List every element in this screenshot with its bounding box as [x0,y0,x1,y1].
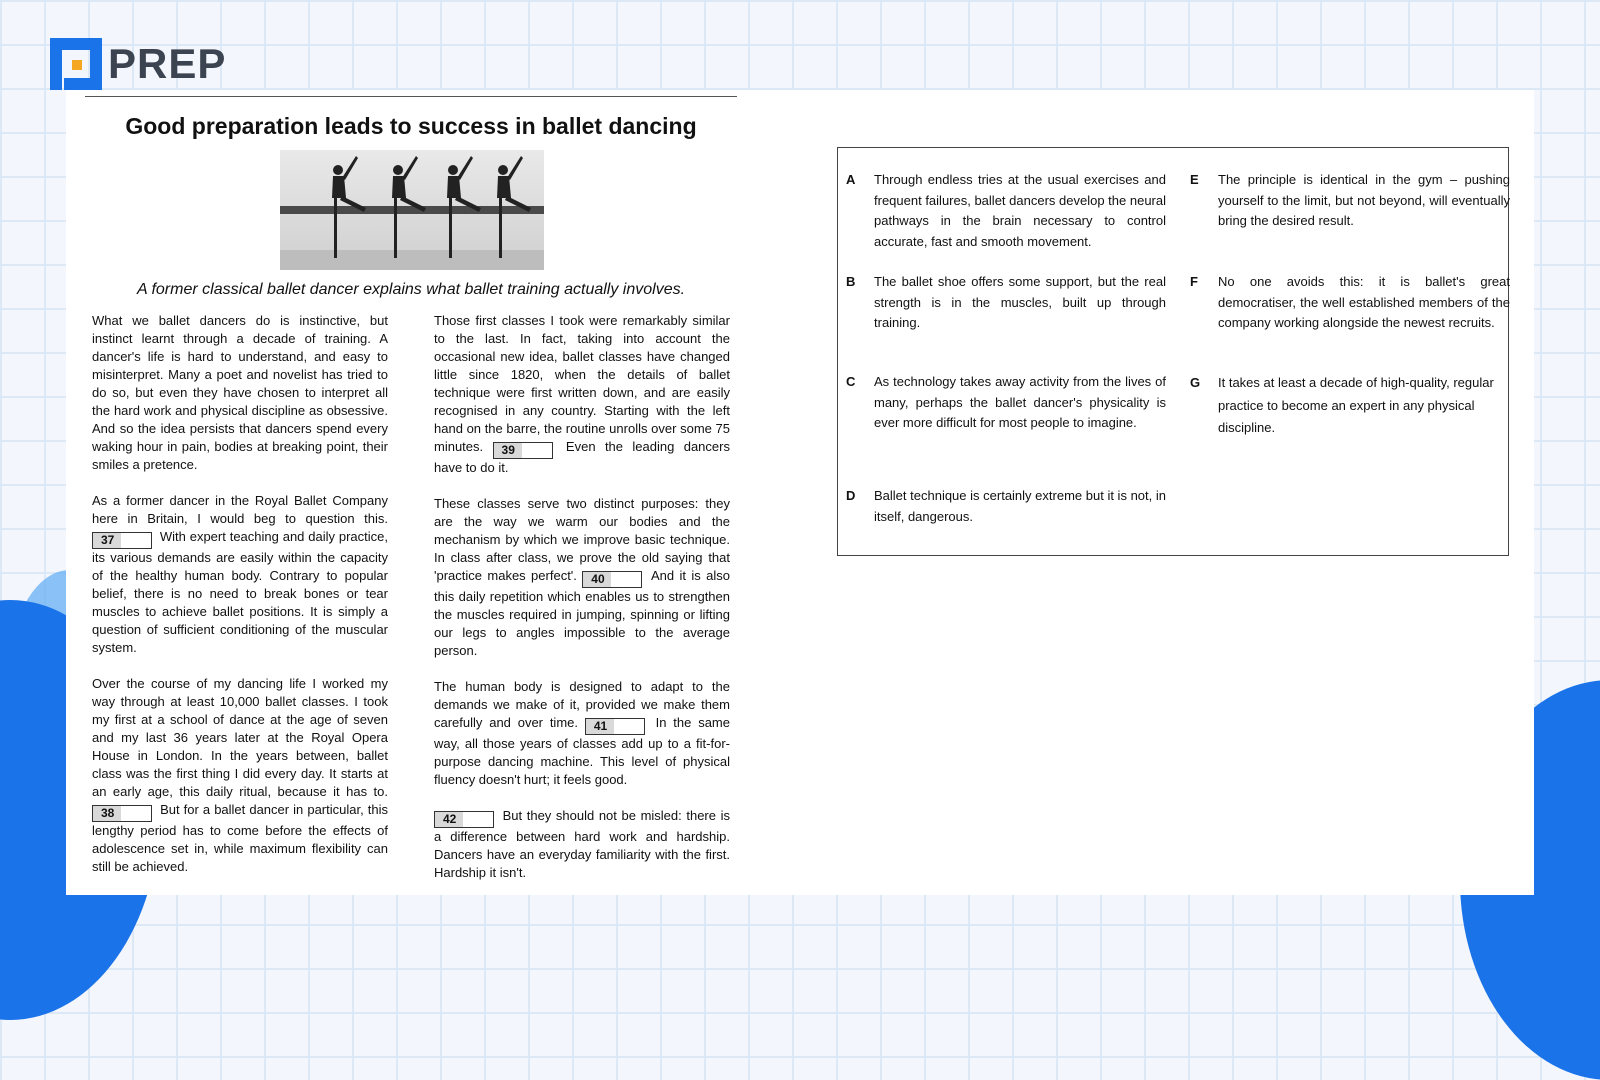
option-text: No one avoids this: it is ballet's great democratiser, the well established members of the company working alongside the newest recruits. [1218,274,1510,330]
option-text: The ballet shoe offers some support, but the real strength is in the muscles, built up through training. [874,274,1166,330]
paragraph: The human body is designed to adapt to the demands we make of it, provided we make them carefully and over time. 41 In the same way, all those years of classes add up to a fit-for-purpose dancing machine. This level of physical fluency doesn't hurt; it feels good. [434,679,730,787]
option-text: Ballet technique is certainly extreme but it is not, in itself, dangerous. [874,488,1166,524]
option-letter: B [846,274,856,289]
brand-logo[interactable] [50,38,226,90]
gap-42-box[interactable]: 42 [434,811,494,828]
prep-logo-icon [50,38,102,90]
paragraph: 42 But they should not be misled: there is a difference between hard work and hardship. Dancers have an everyday familiarity with the first. Hardship it isn't. [434,808,730,880]
paragraph: Those first classes I took were remarkably similar to the last. In fact, taking into account the occasional new idea, ballet classes have changed little since 1820, when the details of ballet technique were first written down, and are easily recognised in any country. Starting with the left hand on the barre, the routine unrolls over some 75 minutes. 39 Even the leading dancers have to do it. [434,313,730,475]
option-letter: D [846,488,856,503]
option-e[interactable] [1190,170,1510,232]
gap-40-box[interactable]: 40 [582,571,642,588]
option-f[interactable] [1190,272,1510,334]
option-a[interactable] [846,170,1166,252]
option-letter: C [846,374,856,389]
brand-name: PREP [108,40,227,87]
option-d[interactable] [846,486,1166,527]
option-text: It takes at least a decade of high-quality, regular practice to become an expert in any physical discipline. [1218,375,1494,435]
paragraph: Over the course of my dancing life I worked my way through at least 10,000 ballet classes. I took my first at a school of dance at the age of seven and my last 36 years later at the Royal Opera House in London. In the years between, ballet class was the first thing I did every day. It starts at an early age, this daily ritual, because it has to. 38 But for a ballet dancer in particular, this lengthy period has to come before the effects of adolescence set in, while maximum flexibility can still be achieved. [92,676,388,874]
option-letter: A [846,172,856,187]
article-subtitle: A former classical ballet dancer explains what ballet training actually involves. [136,281,686,298]
option-text: As technology takes away activity from the lives of many, perhaps the ballet dancer's physicality is ever more difficult for most people to imagine. [874,374,1166,430]
gap-38-box[interactable]: 38 [92,805,152,822]
option-letter: F [1190,274,1198,289]
options-box [837,147,1509,556]
gap-39-box[interactable]: 39 [493,442,553,459]
article-column-left [92,312,388,894]
option-c[interactable] [846,372,1166,434]
article-title: Good preparation leads to success in ballet dancing [125,113,697,139]
article-column-right [434,312,730,900]
option-letter: G [1190,375,1201,390]
gap-37-box[interactable]: 37 [92,532,152,549]
option-letter: E [1190,172,1199,187]
ballet-dancers-photo [280,150,544,270]
option-text: Through endless tries at the usual exercises and frequent failures, ballet dancers develop the neural pathways in the brain necessary to control accurate, fast and smooth movement. [874,172,1166,249]
divider [85,96,737,97]
option-text: The principle is identical in the gym – pushing yourself to the limit, but not beyond, will eventually bring the desired result. [1218,172,1510,228]
option-b[interactable] [846,272,1166,334]
option-g[interactable] [1190,372,1510,440]
gap-41-box[interactable]: 41 [585,718,645,735]
paragraph: What we ballet dancers do is instinctive, but instinct learnt through a decade of training. A dancer's life is hard to understand, and easy to misinterpret. Many a poet and novelist has tried to do so, but even they have chosen to interpret all the hard work and physical discipline as obsessive. And so the idea persists that dancers spend every waking hour in pain, bodies at breaking point, their smiles a pretence. [92,313,388,472]
paragraph: As a former dancer in the Royal Ballet Company here in Britain, I would beg to question this. 37 With expert teaching and daily practice, its various demands are easily within the capacity of the healthy human body. Contrary to popular belief, there is no need to break bones or tear muscles to achieve ballet positions. It is simply a question of sufficient conditioning of the muscular system. [92,493,388,655]
paragraph: These classes serve two distinct purposes: they are the way we warm our bodies and the mechanism by which we improve basic technique. In class after class, we prove the old saying that 'practice makes perfect'. 40 And it is also this daily repetition which enables us to strengthen the muscles required in jumping, spinning or lifting our legs to angles impossible to the average person. [434,496,730,658]
